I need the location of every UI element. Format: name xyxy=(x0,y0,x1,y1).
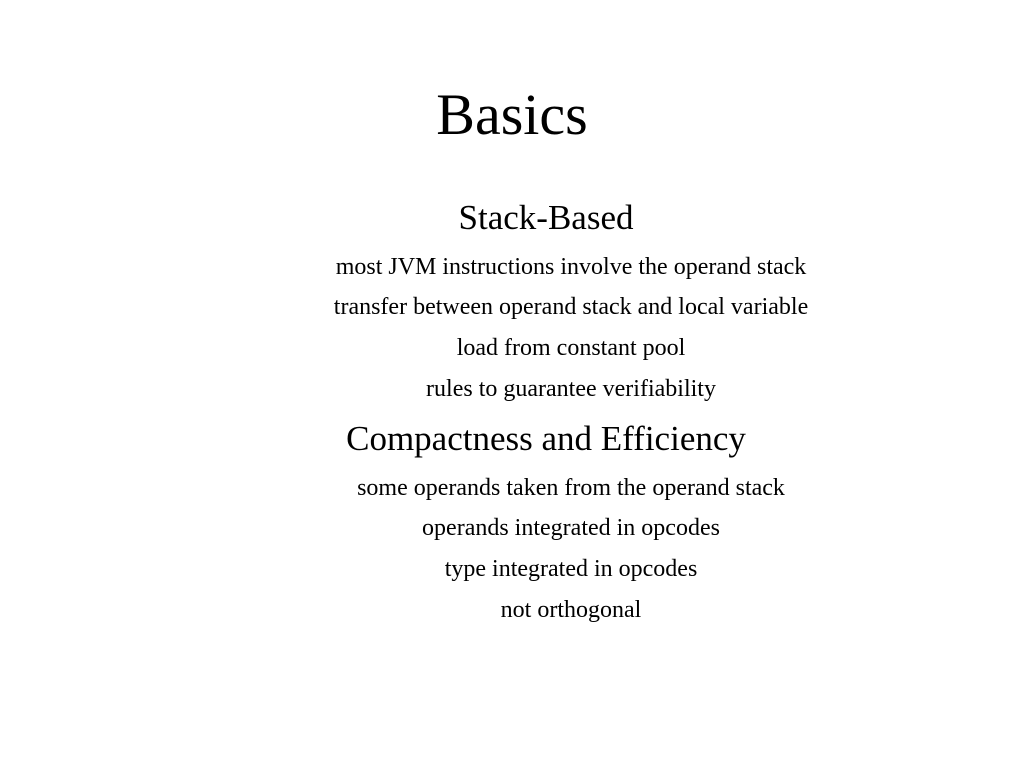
section-item: type integrated in opcodes xyxy=(444,556,698,582)
section-item: some operands taken from the operand stack xyxy=(357,475,785,501)
slide-title: Basics xyxy=(436,82,588,147)
section-heading-compactness-and-efficiency: Compactness and Efficiency xyxy=(346,419,746,458)
section-item: not orthogonal xyxy=(500,597,642,623)
section-heading-stack-based: Stack-Based xyxy=(458,198,634,237)
section-item: operands integrated in opcodes xyxy=(422,515,720,541)
section-item: rules to guarantee verifiability xyxy=(426,376,716,402)
section-item: most JVM instructions involve the operand stack xyxy=(335,254,807,280)
section-item: transfer between operand stack and local variable xyxy=(333,294,809,320)
section-item: load from constant pool xyxy=(456,335,686,361)
